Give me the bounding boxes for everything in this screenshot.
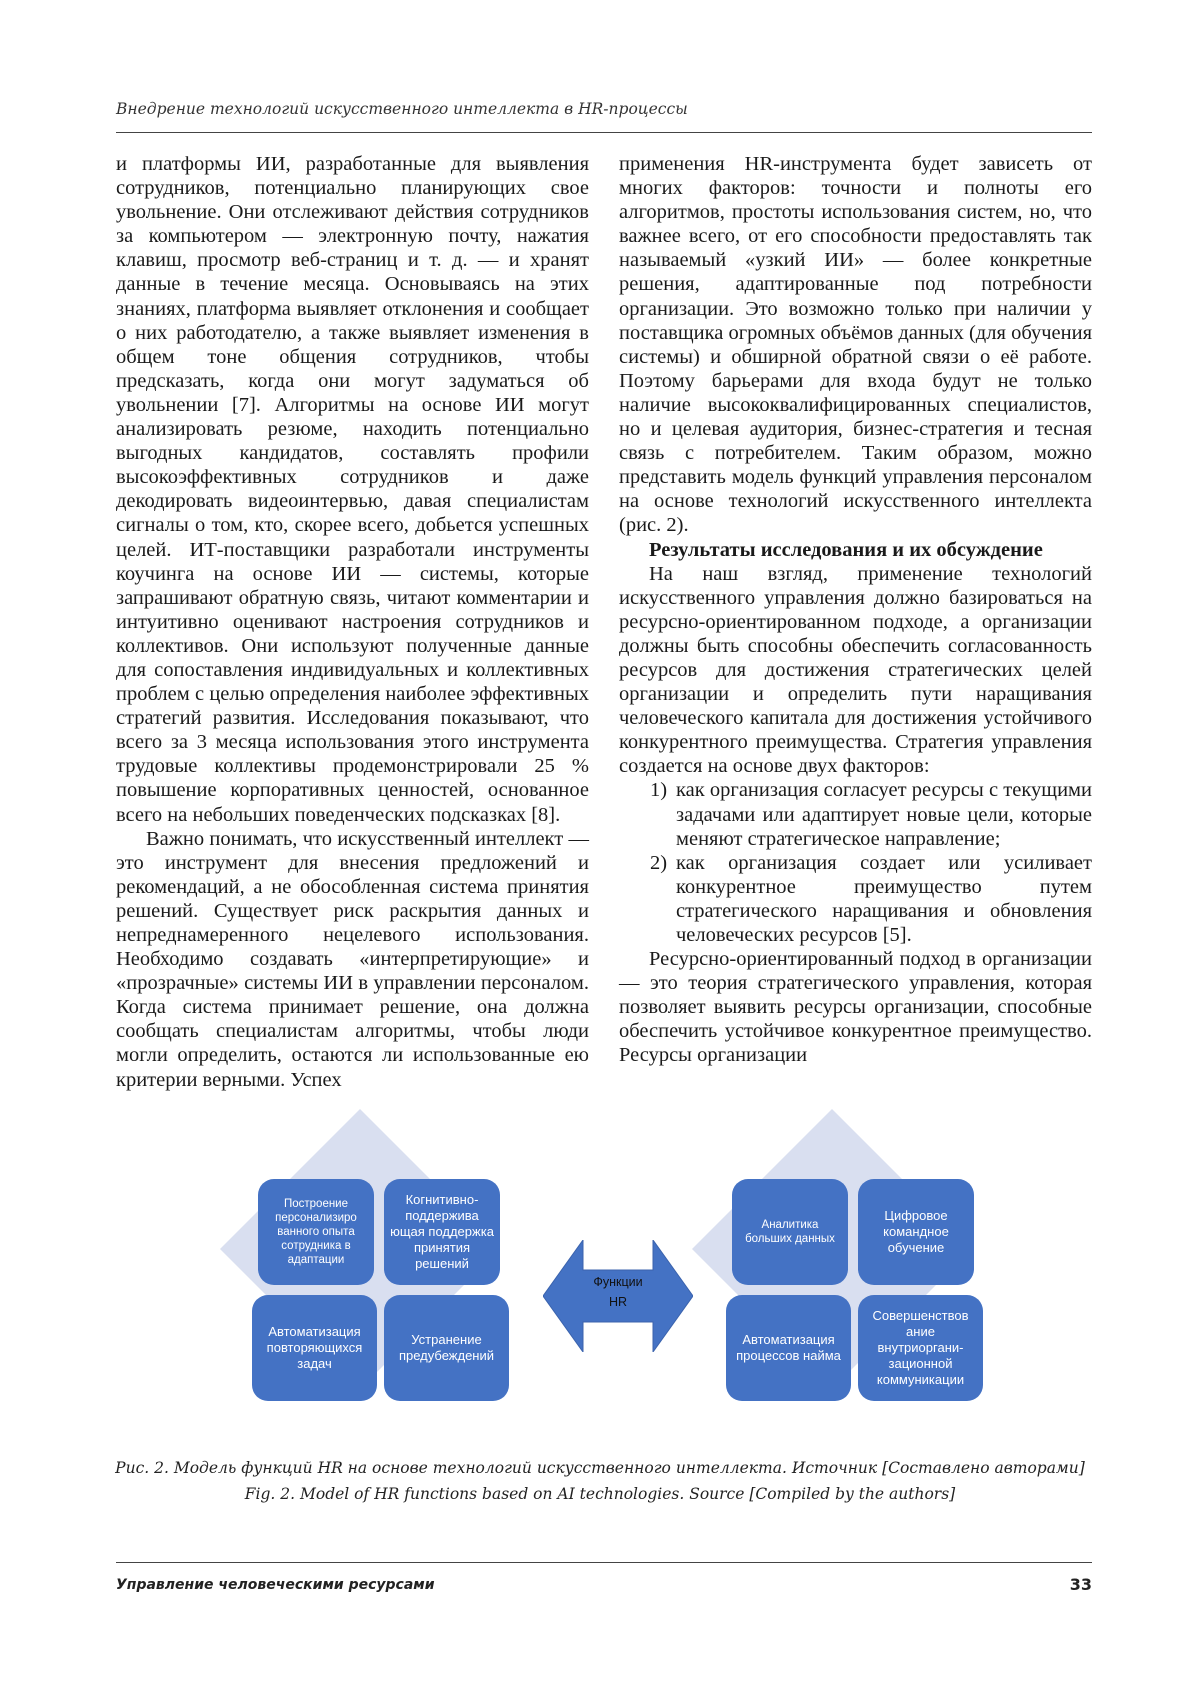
section-heading: Результаты исследования и их обсуждение bbox=[649, 538, 1043, 561]
box-big-data-analytics: Аналитика больших данных bbox=[732, 1179, 848, 1285]
box-personalized-onboarding: Построение персонализиро ванного опыта сотрудника в адаптации bbox=[258, 1179, 374, 1285]
footer-rule bbox=[116, 1562, 1092, 1563]
journal-title: Управление человеческими ресурсами bbox=[116, 1577, 435, 1593]
list-number: 2) bbox=[650, 851, 668, 874]
box-cognitive-decision-support: Когнитивно-поддержива ющая поддержка принятия решений bbox=[384, 1179, 500, 1285]
hr-functions-figure bbox=[222, 1142, 990, 1442]
right-paragraph-3: Ресурсно-ориентированный подход в организации — это теория стратегического управления, которая позволяет выявить ресурсы организации, способные обеспечить устойчивое конкурентное преимущество. Ресурсы организации bbox=[619, 948, 1092, 1067]
list-text: как организация создает или усиливает конкурентное преимущество путем стратегического наращивания и обновления человеческих ресурсов [5]. bbox=[676, 851, 1092, 946]
header-rule bbox=[116, 132, 1092, 133]
list-number: 1) bbox=[650, 779, 668, 802]
box-digital-team-learning: Цифровое командное обучение bbox=[858, 1179, 974, 1285]
factor-list bbox=[619, 778, 1092, 947]
right-paragraph-1: применения HR-инструмента будет зависеть от многих факторов: точности и полноты его алгоритмов, простоты использования систем, но, что важнее всего, от его способности предоставлять так называемый «узкий ИИ» — более конкретные решения, адаптированные под потребности организации. Это возможно только при наличии у поставщика огромных объёмов данных (для обучения системы) и обширной обратной связи о её работе. Поэтому барьерами для входа будут не только наличие высококвалифицированных специалистов, но и целевая аудитория, бизнес-стратегия и тесная связь с потребителем. Таким образом, можно представить модель функций управления персоналом на основе технологий искусственного интеллекта (рис. 2). bbox=[619, 153, 1092, 537]
left-paragraph-2: Важно понимать, что искусственный интеллект — это инструмент для внесения предложений и рекомендаций, а не обособленная система принятия решений. Существует риск раскрытия данных и непреднамеренного нецелевого использования. Необходимо создавать «интерпретирующие» и «прозрачные» системы ИИ в управлении персоналом. Когда система принимает решение, она должна сообщать специалистам алгоритмы, чтобы люди могли определить, остаются ли использованные ею критерии верными. Успех bbox=[116, 827, 589, 1091]
right-paragraph-2: На наш взгляд, применение технологий искусственного управления должно базироваться на ресурсно-ориентированном подходе, а организации должны быть способны обеспечить согласованность ресурсов для достижения стратегических целей организации и определить пути наращивания человеческого капитала для достижения устойчивого конкурентного преимущества. Стратегия управления создается на основе двух факторов: bbox=[619, 562, 1092, 778]
page-number: 33 bbox=[1069, 1575, 1092, 1594]
box-hiring-automation: Автоматизация процессов найма bbox=[726, 1295, 851, 1401]
left-column bbox=[116, 152, 589, 1092]
figure-caption-en: Fig. 2. Model of HR functions based on AI technologies. Source [Compiled by the authors] bbox=[244, 1485, 956, 1503]
left-paragraph-1: и платформы ИИ, разработанные для выявления сотрудников, потенциально планирующих свое увольнение. Они отслеживают действия сотрудников за компьютером — электронную почту, нажатия клавиш, просмотр веб-страниц и т. д. — и хранят данные в течение месяца. Основываясь на этих знаниях, платформа выявляет отклонения и сообщает о них работодателю, а также выявляет изменения в общем тоне общения сотрудников, чтобы предсказать, когда они могут задуматься об увольнении [7]. Алгоритмы на основе ИИ могут анализировать резюме, находить потенциально выгодных кандидатов, составлять профили высокоэффективных сотрудников и даже декодировать видеоинтервью, давая специалистам сигналы о том, кто, скорее всего, добьется успешных целей. ИТ-поставщики разработали инструменты коучинга на основе ИИ — системы, которые запрашивают обратную связь, читают комментарии и интуитивно оценивают настроения сотрудников и коллективов. Они используют полученные данные для сопоставления индивидуальных и коллективных проблем с целью определения наиболее эффективных стратегий развития. Исследования показывают, что всего за 3 месяца использования этого инструмента трудовые коллективы продемонстрировали 25 % повышение корпоративных ценностей, основанное всего на небольших поведенческих подсказках [8]. bbox=[116, 153, 589, 826]
box-task-automation: Автоматизация повторяющихся задач bbox=[252, 1295, 377, 1401]
list-text: как организация согласует ресурсы с текущими задачами или адаптирует новые цели, которые меняют стратегическое направление; bbox=[676, 779, 1092, 850]
box-bias-elimination: Устранение предубеждений bbox=[384, 1295, 509, 1401]
list-item bbox=[619, 851, 1092, 947]
running-title: Внедрение технологий искусственного интеллекта в HR-процессы bbox=[116, 100, 688, 118]
right-column bbox=[619, 152, 1092, 1068]
list-item bbox=[619, 778, 1092, 850]
hr-functions-label: Функции HR bbox=[593, 1275, 643, 1309]
box-internal-communication: Совершенствов ание внутриоргани-зационной коммуникации bbox=[858, 1295, 983, 1401]
figure-caption-ru: Рис. 2. Модель функций HR на основе технологий искусственного интеллекта. Источник [Составлено авторами] bbox=[115, 1459, 1085, 1477]
